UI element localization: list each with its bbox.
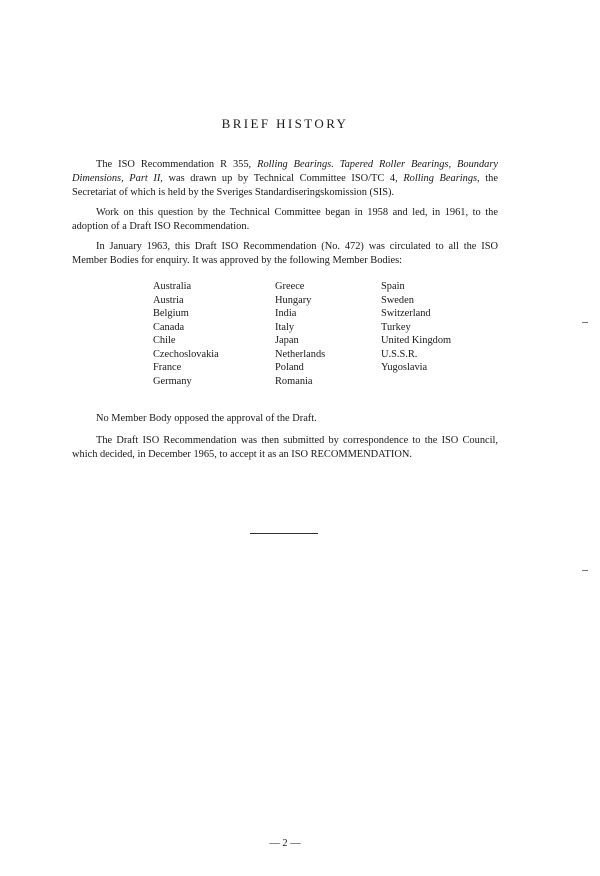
paragraph-work: Work on this question by the Technical Committee began in 1958 and led, in 1961, to the adoption of a Draft ISO Recommendation. [72,207,498,232]
paragraph-no-opposition: No Member Body opposed the approval of the Draft. [96,413,317,424]
margin-mark [582,322,588,323]
paragraph-origin-text-a: The ISO Recommendation R 355, [96,159,258,170]
member-body: Czechoslovakia [153,348,219,360]
member-body: Japan [275,335,299,346]
paragraph-origin-text-b: was drawn up by Technical Committee ISO/TC 4, [162,173,404,184]
section-divider [250,533,318,534]
page-title: BRIEF HISTORY [221,116,349,131]
member-body: Turkey [381,321,411,333]
member-body: Greece [275,281,305,292]
member-column-2 [275,280,325,388]
paragraph-origin-text-c: the Secretariat of which is held by the Sveriges Standardiseringskomission (SIS). [72,173,498,198]
member-body: Hungary [275,294,312,306]
member-body: Belgium [153,308,189,319]
paragraph-council: The Draft ISO Recommendation was then submitted by correspondence to the ISO Council, which decided, in December 1965, to accept it as an ISO RECOMMENDATION. [72,435,498,460]
member-body: Austria [153,294,184,306]
member-body: United Kingdom [381,335,452,346]
member-column-1 [153,280,219,388]
page-number: — 2 — [269,838,301,849]
member-body: France [153,362,182,373]
paragraph-enquiry: In January 1963, this Draft ISO Recommendation (No. 472) was circulated to all the ISO Member Bodies for enquiry. It was approved by the following Member Bodies: [72,241,498,266]
member-body: Yugoslavia [381,362,428,373]
member-body: Poland [275,362,304,373]
member-body: India [275,308,297,319]
member-body: Netherlands [275,348,326,360]
member-body: Canada [153,321,185,333]
member-body: Romania [275,375,313,387]
member-body: U.S.S.R. [381,348,418,360]
member-body: Italy [275,321,295,333]
member-body: Australia [153,281,192,292]
member-body: Germany [153,375,192,387]
paragraph-origin [72,158,498,200]
member-body: Sweden [381,294,414,306]
margin-mark [582,570,588,571]
member-body: Switzerland [381,308,431,319]
paragraph-origin-italic-a: Rolling Bearings. Tapered Roller Bearings, Boundary Dimensions, Part II, [72,159,499,184]
paragraph-origin-italic-b: Rolling Bearings, [403,173,480,184]
member-body: Chile [153,335,176,346]
member-column-3 [381,280,451,375]
member-body: Spain [381,281,405,292]
